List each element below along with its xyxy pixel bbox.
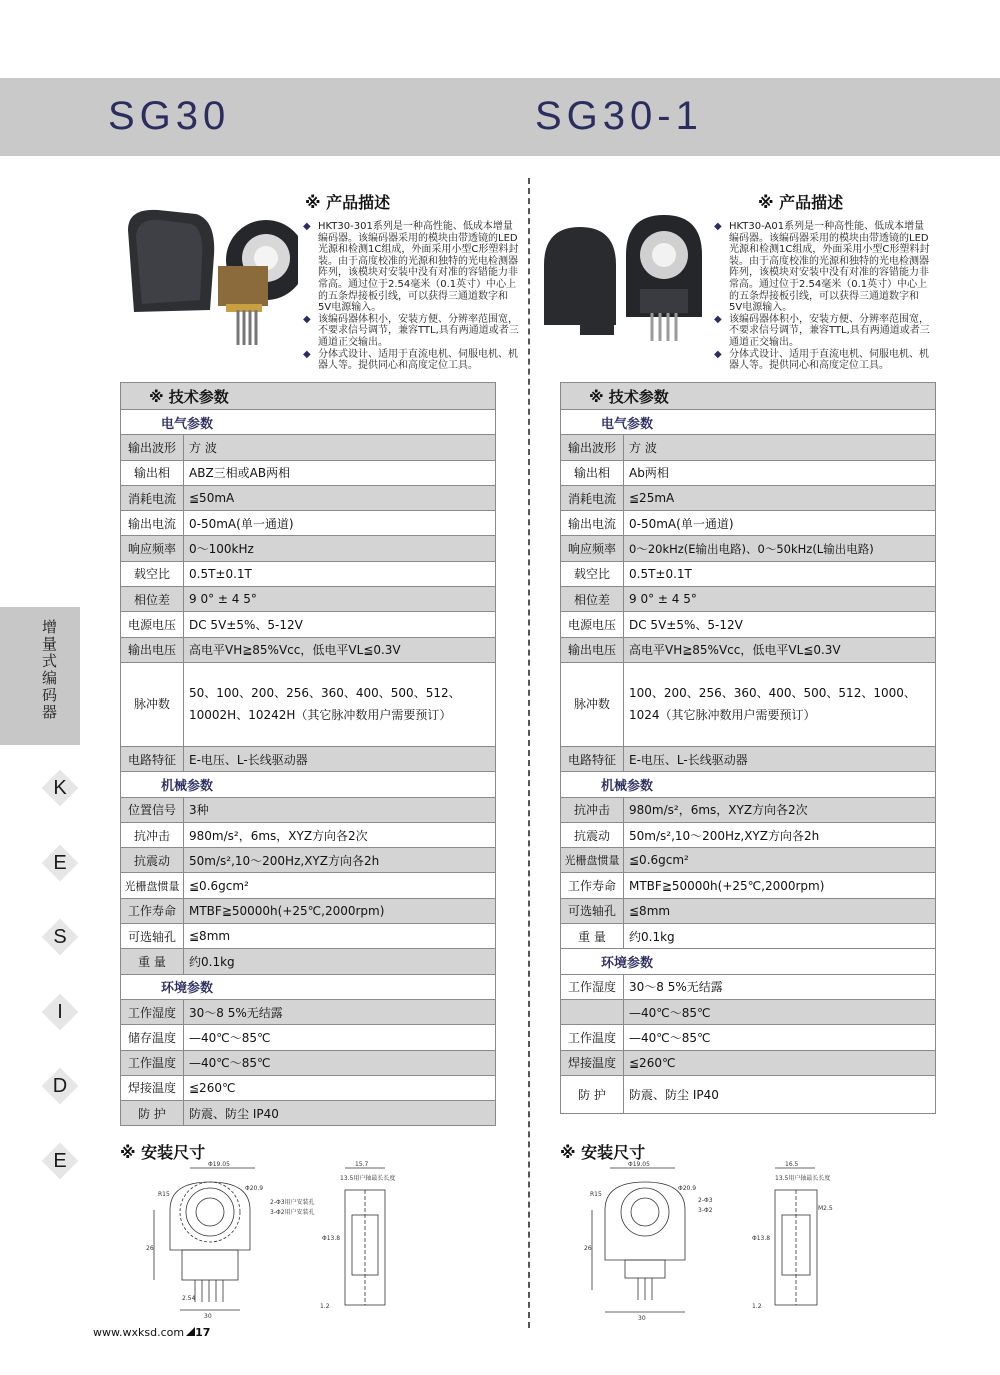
- spec-value: 30～8 5%无结露: [624, 974, 936, 999]
- dim-label: 3-Φ2用户安装孔: [270, 1209, 315, 1216]
- spec-title: ※ 技术参数: [561, 383, 936, 410]
- spec-value: —40℃～85℃: [184, 1050, 496, 1075]
- left-install-drawing: [140, 1160, 530, 1320]
- dim-label: Φ19.05: [208, 1161, 230, 1168]
- spec-value: ≦25mA: [624, 485, 936, 510]
- spec-label: 输出波形: [121, 435, 184, 460]
- spec-label: 载空比: [561, 561, 624, 586]
- pulse-line: 50、100、200、256、360、400、500、512、: [189, 686, 461, 701]
- spec-label: 位置信号: [121, 797, 184, 822]
- letter: E: [53, 1150, 67, 1172]
- dim-label: 2-Φ3: [698, 1197, 713, 1204]
- column-divider: [528, 178, 530, 1328]
- spec-value: 0-50mA(单一通道): [184, 511, 496, 536]
- spec-value: MTBF≧50000h(+25℃,2000rpm): [184, 898, 496, 923]
- letter-diamond: [42, 1068, 78, 1104]
- dim-label: 15.7: [355, 1161, 369, 1168]
- letter: E: [53, 852, 67, 874]
- spec-value: 约0.1kg: [184, 949, 496, 974]
- spec-label: 储存温度: [121, 1025, 184, 1050]
- spec-label: 载空比: [121, 561, 184, 586]
- letter-diamond: [42, 845, 78, 881]
- spec-value: —40℃～85℃: [624, 999, 936, 1024]
- spec-label: 输出相: [561, 460, 624, 485]
- spec-label: 抗震动: [561, 822, 624, 847]
- spec-label: 电源电压: [561, 612, 624, 637]
- dim-label: Φ19.05: [628, 1161, 650, 1168]
- spec-value: ≦260℃: [624, 1050, 936, 1075]
- dim-label: 1.2: [752, 1303, 762, 1310]
- spec-value: [184, 662, 496, 746]
- environment-title: 环境参数: [121, 974, 496, 999]
- dim-label: 3-Φ2: [698, 1207, 713, 1214]
- letter-diamond: [42, 919, 78, 955]
- mechanical-title: 机械参数: [121, 772, 496, 797]
- spec-value: ≦0.6gcm²: [184, 873, 496, 898]
- spec-label: 消耗电流: [121, 485, 184, 510]
- page-number: 17: [195, 1326, 211, 1339]
- spec-value: 高电平VH≧85%Vcc，低电平VL≦0.3V: [624, 637, 936, 662]
- spec-label: 输出电流: [121, 511, 184, 536]
- spec-label: 消耗电流: [561, 485, 624, 510]
- dim-label: 2-Φ3用户安装孔: [270, 1199, 315, 1206]
- spec-value: DC 5V±5%、5-12V: [624, 612, 936, 637]
- pulse-line: 10002H、10242H（其它脉冲数用户需要预订）: [189, 708, 452, 723]
- spec-label: 电源电压: [121, 612, 184, 637]
- dim-label: 26: [146, 1245, 154, 1252]
- spec-value: Ab两相: [624, 460, 936, 485]
- dim-label: 13.5用户轴最长长度: [340, 1175, 396, 1182]
- spec-label: 工作温度: [121, 1050, 184, 1075]
- spec-label: 可选轴孔: [561, 898, 624, 923]
- pulse-line: 1024（其它脉冲数用户需要预订）: [629, 708, 816, 723]
- dim-label: 26: [584, 1245, 592, 1252]
- spec-value: ≦8mm: [184, 924, 496, 949]
- spec-value: 980m/s²，6ms，XYZ方向各2次: [624, 797, 936, 822]
- letter-diamond: [42, 994, 78, 1030]
- spec-value: [624, 662, 936, 746]
- header-banner: [0, 78, 1000, 156]
- right-install-title: ※ 安装尺寸: [560, 1143, 646, 1162]
- spec-value: 9 0° ± 4 5°: [624, 587, 936, 612]
- dim-label: R15: [590, 1191, 602, 1198]
- left-model-title: SG30: [108, 94, 231, 138]
- dim-label: Φ20.9: [678, 1185, 697, 1192]
- pulse-line: 100、200、256、360、400、500、512、1000、: [629, 686, 916, 701]
- desc-item: ◆ 该编码器体积小，安装方便、分辨率范围宽，不要求信号调节，兼容TTL,具有两通道或者三通道正交输出。: [714, 314, 932, 349]
- left-product-photo: [118, 200, 298, 350]
- spec-label: 响应频率: [121, 536, 184, 561]
- spec-value: ≦50mA: [184, 485, 496, 510]
- spec-value: ≦8mm: [624, 898, 936, 923]
- spec-value: 高电平VH≧85%Vcc，低电平VL≦0.3V: [184, 637, 496, 662]
- right-product-photo: [540, 205, 720, 345]
- spec-value: 0.5T±0.1T: [624, 561, 936, 586]
- spec-value: 3种: [184, 797, 496, 822]
- spec-label: 输出电压: [561, 637, 624, 662]
- spec-value: 0-50mA(单一通道): [624, 511, 936, 536]
- spec-value: 30～8 5%无结露: [184, 999, 496, 1024]
- spec-label: 工作湿度: [121, 999, 184, 1024]
- spec-value: MTBF≧50000h(+25℃,2000rpm): [624, 873, 936, 898]
- spec-value: 980m/s²，6ms，XYZ方向各2次: [184, 822, 496, 847]
- dim-label: 1.2: [320, 1303, 330, 1310]
- dim-label: M2.5: [818, 1205, 833, 1212]
- spec-label: 光栅盘惯量: [121, 873, 184, 898]
- spec-label: [561, 999, 624, 1024]
- desc-item: ◆ 分体式设计、适用于直流电机、伺服电机、机器人等。提供同心和高度定位工具。: [714, 349, 932, 372]
- spec-value: ≦260℃: [184, 1075, 496, 1100]
- right-description: [714, 221, 932, 372]
- spec-label: 输出相: [121, 460, 184, 485]
- mechanical-title: 机械参数: [561, 772, 936, 797]
- spec-label: 相位差: [121, 587, 184, 612]
- desc-item: ◆ 分体式设计、适用于直流电机、伺服电机、机器人等。提供同心和高度定位工具。: [303, 349, 521, 372]
- letter: I: [57, 1001, 63, 1023]
- spec-label: 焊接温度: [121, 1075, 184, 1100]
- left-spec-table: [120, 382, 496, 1126]
- spec-label: 重 量: [121, 949, 184, 974]
- desc-item: ◆ HKT30-A01系列是一种高性能、低成本增量编码器。该编码器采用的模块由带透镜的LED光源和检测1C组成，外面采用小型C形塑料封装。由于高度校准的光源和独特的光电检测器阵列，该模块对安装中没有对准的容错能力非常高。通过位于2.54毫米（0.1英寸）中心上的五条焊接板引线，可以获得三通道数字和5V电源输入。: [714, 221, 932, 314]
- dim-label: 16.5: [785, 1161, 799, 1168]
- left-install-title: ※ 安装尺寸: [120, 1143, 206, 1162]
- spec-label: 工作温度: [561, 1025, 624, 1050]
- spec-label: 抗震动: [121, 848, 184, 873]
- spec-label: 响应频率: [561, 536, 624, 561]
- spec-value: DC 5V±5%、5-12V: [184, 612, 496, 637]
- spec-label: 脉冲数: [121, 662, 184, 746]
- dim-label: Φ13.8: [752, 1235, 771, 1242]
- spec-label: 工作湿度: [561, 974, 624, 999]
- spec-value: —40℃～85℃: [624, 1025, 936, 1050]
- spec-label: 防 护: [121, 1101, 184, 1126]
- spec-label: 相位差: [561, 587, 624, 612]
- electrical-title: 电气参数: [561, 410, 936, 435]
- dim-label: 30: [638, 1315, 646, 1320]
- dim-label: R15: [158, 1191, 170, 1198]
- spec-value: E-电压、L-长线驱动器: [184, 746, 496, 771]
- spec-value: 0～20kHz(E输出电路)、0～50kHz(L输出电路): [624, 536, 936, 561]
- spec-label: 抗冲击: [561, 797, 624, 822]
- spec-label: 重 量: [561, 924, 624, 949]
- spec-value: 9 0° ± 4 5°: [184, 587, 496, 612]
- spec-value: 约0.1kg: [624, 924, 936, 949]
- desc-item: ◆ 该编码器体积小，安装方便、分辨率范围宽，不要求信号调节，兼容TTL,具有两通道或者三通道正交输出。: [303, 314, 521, 349]
- category-sidebar: [0, 607, 80, 745]
- dim-label: 2.54: [182, 1295, 196, 1302]
- letter: K: [53, 777, 67, 799]
- spec-label: 工作寿命: [121, 898, 184, 923]
- spec-label: 输出波形: [561, 435, 624, 460]
- spec-value: ABZ三相或AB两相: [184, 460, 496, 485]
- left-desc-title: ※ 产品描述: [305, 193, 391, 212]
- spec-value: 50m/s²,10～200Hz,XYZ方向各2h: [184, 848, 496, 873]
- spec-label: 电路特征: [121, 746, 184, 771]
- spec-value: 防震、防尘 IP40: [184, 1101, 496, 1126]
- spec-label: 可选轴孔: [121, 924, 184, 949]
- category-label: 增量式编码器: [42, 618, 58, 721]
- electrical-title: 电气参数: [121, 410, 496, 435]
- page-footer: [93, 1326, 210, 1339]
- dim-label: 30: [204, 1313, 212, 1320]
- spec-label: 光栅盘惯量: [561, 848, 624, 873]
- spec-value: 0～100kHz: [184, 536, 496, 561]
- desc-item: ◆ HKT30-301系列是一种高性能、低成本增量编码器。该编码器采用的模块由带透镜的LED光源和检测1C组成，外面采用小型C形塑料封装。由于高度校准的光源和独特的光电检测器阵列，该模块对安装中没有对准的容错能力非常高。通过位于2.54毫米（0.1英寸）中心上的五条焊接板引线，可以获得三通道数字和5V电源输入。: [303, 221, 521, 314]
- letter-diamond: [42, 1143, 78, 1179]
- footer-url: www.wxksd.com: [93, 1326, 185, 1339]
- spec-value: 防震、防尘 IP40: [624, 1075, 936, 1113]
- letter: D: [52, 1075, 68, 1097]
- environment-title: 环境参数: [561, 949, 936, 974]
- right-desc-title: ※ 产品描述: [758, 193, 844, 212]
- spec-value: ≦0.6gcm²: [624, 848, 936, 873]
- spec-label: 防 护: [561, 1075, 624, 1113]
- spec-value: 0.5T±0.1T: [184, 561, 496, 586]
- spec-label: 输出电流: [561, 511, 624, 536]
- right-install-drawing: [580, 1160, 880, 1320]
- triangle-icon: [186, 1327, 195, 1336]
- letter: S: [53, 926, 67, 948]
- spec-label: 电路特征: [561, 746, 624, 771]
- left-description: [303, 221, 521, 372]
- spec-value: 50m/s²,10～200Hz,XYZ方向各2h: [624, 822, 936, 847]
- right-spec-table: [560, 382, 936, 1114]
- spec-label: 抗冲击: [121, 822, 184, 847]
- right-model-title: SG30-1: [535, 94, 703, 138]
- spec-label: 脉冲数: [561, 662, 624, 746]
- spec-value: 方 波: [624, 435, 936, 460]
- dim-label: Φ20.9: [245, 1185, 264, 1192]
- dim-label: Φ13.8: [322, 1235, 341, 1242]
- spec-label: 输出电压: [121, 637, 184, 662]
- spec-title: ※ 技术参数: [121, 383, 496, 410]
- spec-label: 焊接温度: [561, 1050, 624, 1075]
- dim-label: 13.5用户轴最长长度: [775, 1175, 831, 1182]
- letter-diamond: [42, 770, 78, 806]
- spec-value: E-电压、L-长线驱动器: [624, 746, 936, 771]
- spec-label: 工作寿命: [561, 873, 624, 898]
- spec-value: 方 波: [184, 435, 496, 460]
- spec-value: —40℃～85℃: [184, 1025, 496, 1050]
